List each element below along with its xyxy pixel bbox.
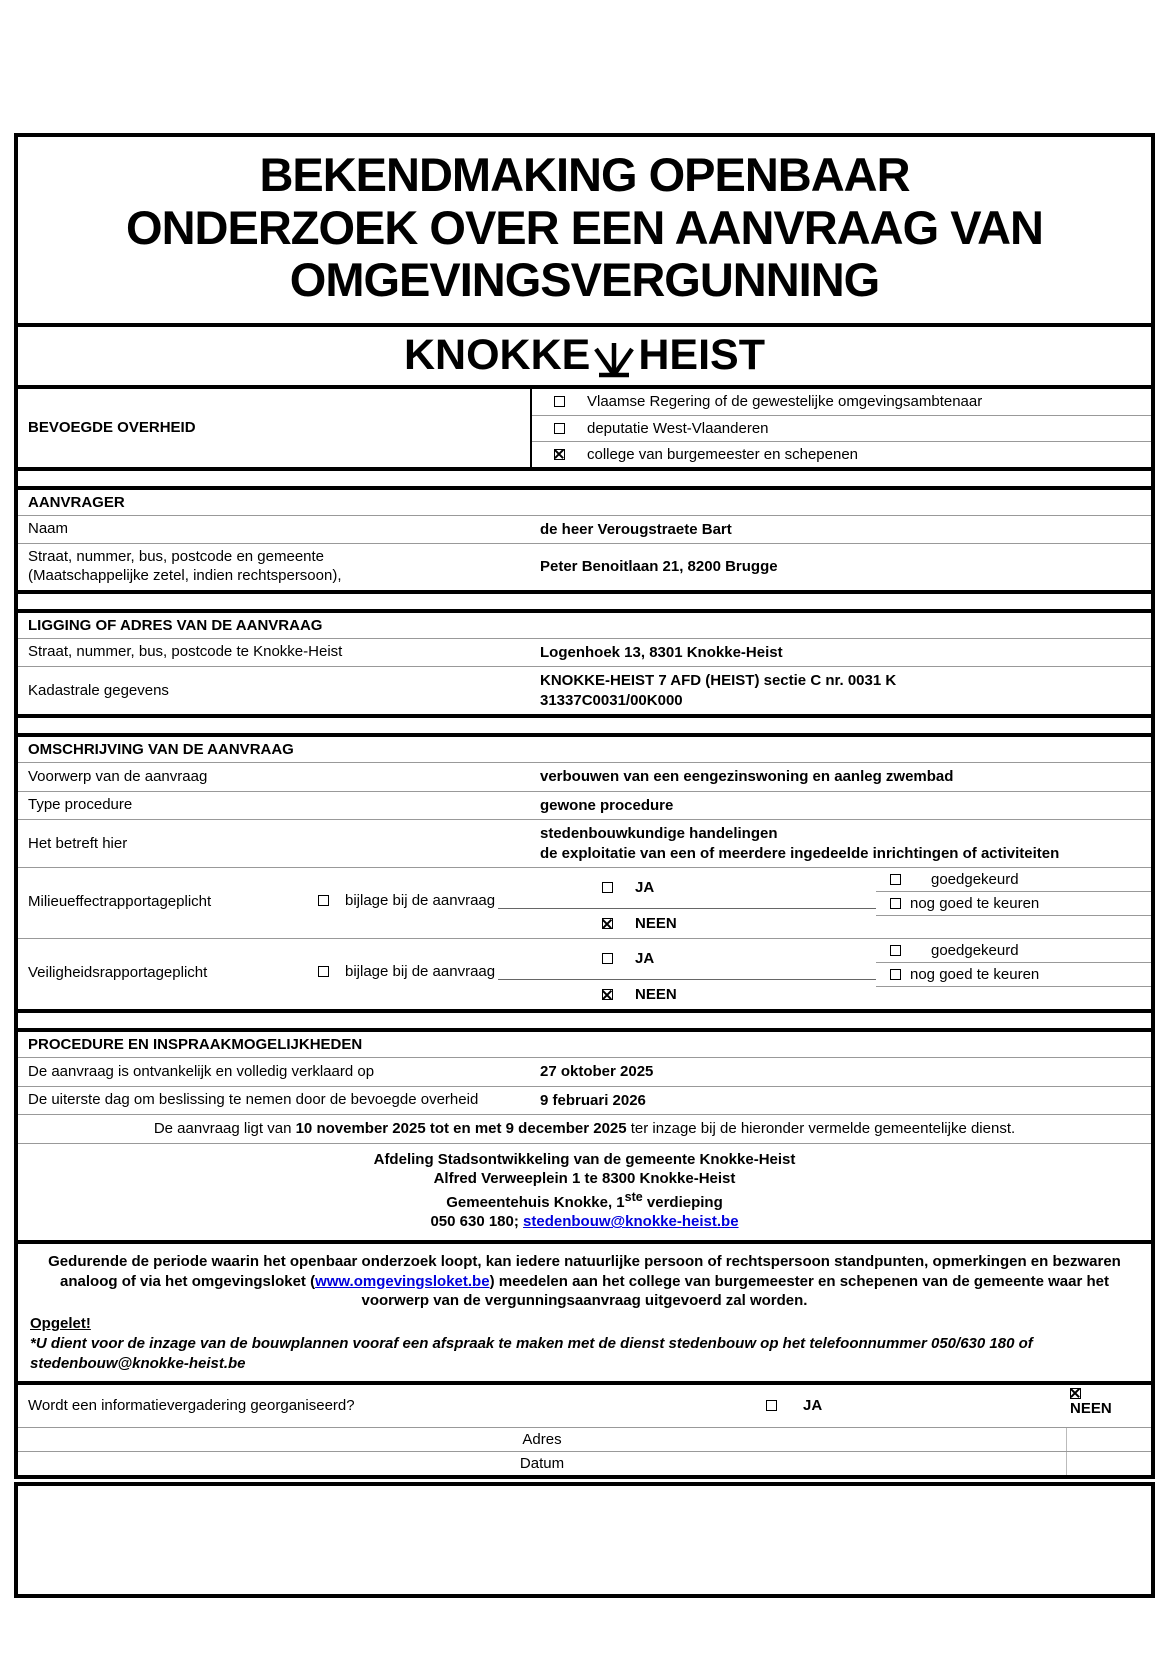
- section-ligging-header: LIGGING OF ADRES VAN DE AANVRAAG: [28, 616, 323, 634]
- aanvrager-naam-row: [18, 515, 1151, 544]
- ligging-straat-label: Straat, nummer, bus, postcode te Knokke-Heist: [28, 643, 343, 661]
- section-divider: [18, 714, 1151, 737]
- checkbox-milieu-ja[interactable]: [602, 882, 613, 893]
- opgelet-label: Opgelet!: [30, 1315, 91, 1333]
- veiligheid-label: Veiligheidsrapportageplicht: [28, 964, 208, 982]
- datum-row: [18, 1451, 1151, 1475]
- aanvrager-adres-value: Peter Benoitlaan 21, 8200 Brugge: [540, 558, 778, 576]
- type-procedure-label: Type procedure: [28, 796, 133, 814]
- milieueffect-nog-goed-te-keuren: nog goed te keuren: [876, 892, 1151, 916]
- ontvankelijk-value: 27 oktober 2025: [540, 1063, 654, 1081]
- voorwerp-value: verbouwen van een eengezinswoning en aanleg zwembad: [540, 768, 954, 786]
- checkbox-veiligheid-bijlage[interactable]: [318, 966, 329, 977]
- form-table: [14, 133, 1155, 1479]
- divider-line: [498, 979, 876, 980]
- betreft-row: [18, 819, 1151, 867]
- bevoegde-overheid-label: BEVOEGDE OVERHEID: [28, 419, 196, 437]
- uiterste-dag-value: 9 februari 2026: [540, 1091, 646, 1109]
- aanvrager-adres-label: Straat, nummer, bus, postcode en gemeente (Maatschappelijke zetel, indien rechtspersoon),: [28, 548, 342, 585]
- gemeentelijke-dienst-block: [18, 1143, 1151, 1240]
- dienst-contact: 050 630 180; stedenbouw@knokke-heist.be: [430, 1213, 739, 1231]
- document-title: [18, 137, 1151, 323]
- milieueffect-neen: NEEN: [602, 915, 677, 932]
- informatievergadering-ja: JA: [766, 1397, 822, 1414]
- adres-row: [18, 1427, 1151, 1451]
- bezwaren-paragraaf: Gedurende de periode waarin het openbaar onderzoek loopt, kan iedere natuurlijke persoon of rechtspersoon standpunten, opmerkingen en bezwaren analoog of via het omgevingsloket (www.omgevingsloket.be) meedelen aan het college van burgemeester en schepenen van de gemeente waar het voorwerp van de vergunningsaanvraag uitgevoerd zal worden.: [48, 1252, 1121, 1310]
- milieueffect-label: Milieueffectrapportageplicht: [28, 893, 212, 911]
- milieueffect-bijlage: bijlage bij de aanvraag: [318, 892, 495, 909]
- ontvankelijk-row: [18, 1057, 1151, 1086]
- dienst-naam: Afdeling Stadsontwikkeling van de gemeente Knokke-Heist: [373, 1150, 796, 1168]
- omgevingsloket-link[interactable]: www.omgevingsloket.be: [315, 1272, 490, 1290]
- veiligheid-goedgekeurd: goedgekeurd: [876, 939, 1151, 963]
- veiligheid-row: [18, 938, 1151, 1009]
- section-omschrijving-header: OMSCHRIJVING VAN DE AANVRAAG: [28, 741, 294, 759]
- voorwerp-row: [18, 762, 1151, 791]
- datum-value-empty: [1066, 1452, 1151, 1475]
- afspraak-note: *U dient voor de inzage van de bouwplannen vooraf een afspraak te maken met de dienst stedenbouw op het telefoonnummer 050/630 180 of stedenbouw@knokke-heist.be: [30, 1335, 1033, 1373]
- municipality-logo: [18, 323, 1151, 385]
- section-divider: [18, 590, 1151, 613]
- naam-label: Naam: [28, 520, 69, 538]
- veiligheid-nog-goed-te-keuren: nog goed te keuren: [876, 963, 1151, 987]
- informatievergadering-neen: NEEN: [1070, 1388, 1112, 1417]
- betreft-value: stedenbouwkundige handelingen de exploitatie van een of meerdere ingedeelde inrichtingen of activiteiten: [540, 825, 1060, 862]
- type-procedure-value: gewone procedure: [540, 796, 674, 814]
- adres-value-empty: [1066, 1428, 1151, 1451]
- checkbox-info-neen[interactable]: [1070, 1388, 1081, 1399]
- checkbox-vlaamse-regering[interactable]: [554, 396, 565, 407]
- section-bevoegde-overheid: [18, 385, 1151, 467]
- uiterste-dag-label: De uiterste dag om beslissing te nemen door de bevoegde overheid: [28, 1091, 479, 1109]
- logo-text-left: KNOKKE: [404, 331, 591, 380]
- datum-label: Datum: [519, 1454, 565, 1472]
- ligging-straat-row: [18, 638, 1151, 667]
- informatievergadering-vraag: Wordt een informatievergadering georganiseerd?: [28, 1396, 355, 1414]
- email-link[interactable]: stedenbouw@knokke-heist.be: [523, 1213, 739, 1231]
- aanvrager-adres-row: [18, 543, 1151, 590]
- naam-value: de heer Verougstraete Bart: [540, 520, 732, 538]
- ligging-kadaster-row: [18, 666, 1151, 714]
- inzage-periode-line: De aanvraag ligt van 10 november 2025 tot en met 9 december 2025 ter inzage bij de hieronder vermelde gemeentelijke dienst.: [18, 1114, 1151, 1143]
- empty-footer-box: [14, 1482, 1155, 1598]
- veiligheid-ja: JA: [602, 950, 654, 967]
- voorwerp-label: Voorwerp van de aanvraag: [28, 767, 208, 785]
- ontvankelijk-label: De aanvraag is ontvankelijk en volledig verklaard op: [28, 1062, 375, 1080]
- title-line-2: ONDERZOEK OVER EEN AANVRAAG VAN: [126, 200, 1043, 254]
- milieueffect-goedgekeurd: goedgekeurd: [876, 868, 1151, 892]
- kadaster-label: Kadastrale gegevens: [28, 681, 169, 699]
- bevoegde-option-label: deputatie West-Vlaanderen: [587, 419, 769, 437]
- checkbox-deputatie[interactable]: [554, 423, 565, 434]
- logo-text-right: HEIST: [638, 331, 765, 380]
- inzage-periode: 10 november 2025 tot en met 9 december 2025: [295, 1120, 627, 1138]
- ligging-straat-value: Logenhoek 13, 8301 Knokke-Heist: [540, 643, 783, 661]
- dienst-locatie: Gemeentehuis Knokke, 1ste verdieping: [446, 1189, 723, 1211]
- bevoegde-option-label: Vlaamse Regering of de gewestelijke omgevingsambtenaar: [587, 393, 983, 411]
- checkbox-milieu-neen[interactable]: [602, 918, 613, 929]
- dienst-adres: Alfred Verweeplein 1 te 8300 Knokke-Heist: [433, 1170, 736, 1188]
- bevoegde-option-college: [532, 441, 1151, 467]
- divider-line: [498, 908, 876, 909]
- kadaster-value: KNOKKE-HEIST 7 AFD (HEIST) sectie C nr. 0031 K 31337C0031/00K000: [540, 672, 897, 709]
- milieueffect-row: [18, 867, 1151, 938]
- veiligheid-neen: NEEN: [602, 986, 677, 1003]
- title-line-1: BEKENDMAKING OPENBAAR: [259, 148, 910, 201]
- checkbox-veiligheid-ja[interactable]: [602, 953, 613, 964]
- type-procedure-row: [18, 791, 1151, 820]
- betreft-label: Het betreft hier: [28, 834, 128, 852]
- bevoegde-option-vlaamse-regering: [532, 389, 1151, 415]
- section-divider: [18, 467, 1151, 490]
- checkbox-veiligheid-goedgekeurd[interactable]: [890, 945, 901, 956]
- section-aanvrager-header: AANVRAGER: [28, 493, 125, 511]
- adres-label: Adres: [522, 1430, 562, 1448]
- checkbox-veiligheid-nog[interactable]: [890, 969, 901, 980]
- checkbox-veiligheid-neen[interactable]: [602, 989, 613, 1000]
- starfish-icon: [592, 339, 636, 379]
- milieueffect-ja: JA: [602, 879, 654, 896]
- title-line-3: OMGEVINGSVERGUNNING: [289, 253, 880, 307]
- checkbox-info-ja[interactable]: [766, 1400, 777, 1411]
- veiligheid-bijlage: bijlage bij de aanvraag: [318, 963, 495, 980]
- checkbox-college[interactable]: [554, 449, 565, 460]
- checkbox-milieu-nog[interactable]: [890, 898, 901, 909]
- bevoegde-option-deputatie: [532, 415, 1151, 441]
- informatievergadering-row: [18, 1381, 1151, 1427]
- bezwaren-block: [18, 1240, 1151, 1381]
- checkbox-milieu-goedgekeurd[interactable]: [890, 874, 901, 885]
- section-divider: [18, 1009, 1151, 1032]
- section-procedure-header: PROCEDURE EN INSPRAAKMOGELIJKHEDEN: [28, 1036, 363, 1054]
- checkbox-milieu-bijlage[interactable]: [318, 895, 329, 906]
- uiterste-dag-row: [18, 1086, 1151, 1115]
- bevoegde-option-label: college van burgemeester en schepenen: [587, 445, 859, 463]
